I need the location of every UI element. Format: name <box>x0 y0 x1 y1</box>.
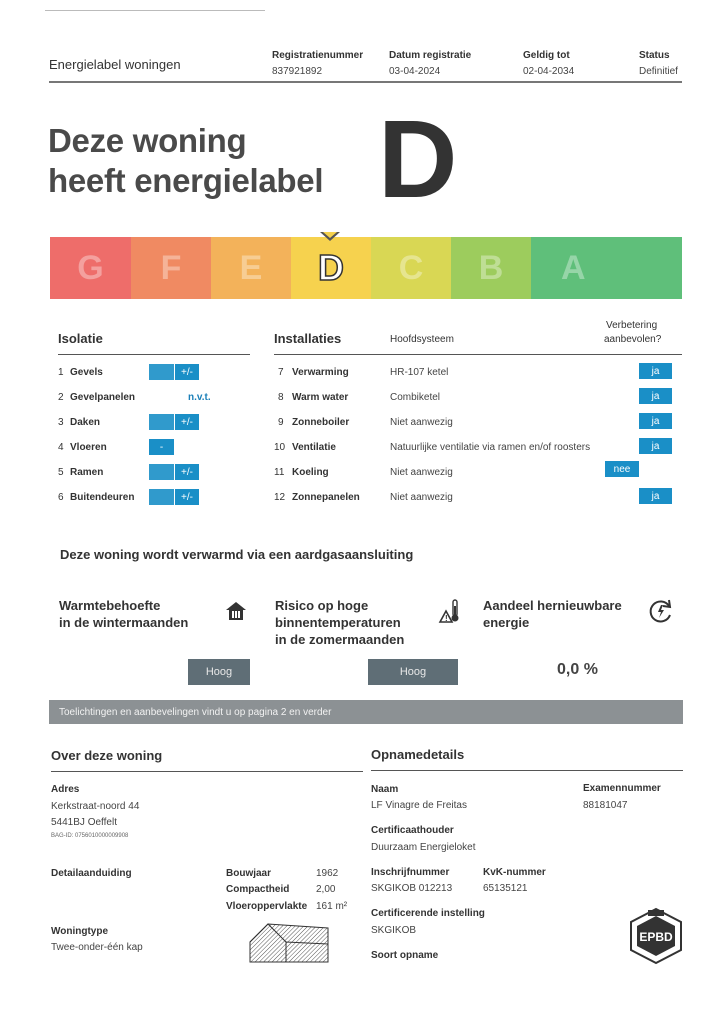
row-name: Vloeren <box>70 442 107 453</box>
installation-row <box>274 438 684 454</box>
overheat-value: Hoog <box>368 659 458 685</box>
renewable-icon <box>647 597 675 625</box>
advice-chip: ja <box>639 488 672 504</box>
rating-scale <box>149 414 174 430</box>
isolation-row <box>58 389 258 405</box>
registration-number-value: SKGIKOB 012213 <box>371 883 453 894</box>
survey-divider <box>371 770 683 771</box>
exam-number-value: 88181047 <box>583 800 628 811</box>
installations-divider <box>274 354 682 355</box>
isolation-divider <box>58 354 250 355</box>
thermometer-icon <box>438 598 462 624</box>
isolation-row <box>58 364 258 380</box>
kvk-number-value: 65135121 <box>483 883 528 894</box>
row-name: Zonneboiler <box>292 417 350 428</box>
row-number: 1 <box>58 367 64 378</box>
scale-class-c: C <box>371 237 451 299</box>
scale-class-g: G <box>50 237 131 299</box>
row-name: Gevels <box>70 367 103 378</box>
address-line2: 5441BJ Oeffelt <box>51 817 117 828</box>
hero-title-line2: heeft energielabel <box>48 162 324 199</box>
registration-value: 837921892 <box>272 66 323 77</box>
advice-chip: ja <box>639 388 672 404</box>
scale-class-d: D <box>291 237 371 299</box>
hero-title-line1: Deze woning <box>48 122 247 159</box>
assessor-name-value: LF Vinagre de Freitas <box>371 800 467 811</box>
row-system: HR-107 ketel <box>390 367 449 378</box>
scale-class-a: A <box>531 237 682 299</box>
address-label: Adres <box>51 784 80 795</box>
renewable-title-line1: Aandeel hernieuwbare <box>483 598 622 613</box>
installation-rows <box>274 363 684 513</box>
overheat-title-line1: Risico op hoge <box>275 598 369 613</box>
valid-until-value: 02-04-2034 <box>523 66 575 77</box>
valid-until-label: Geldig tot <box>523 50 570 61</box>
renewable-title-line2: energie <box>483 615 530 630</box>
installation-row <box>274 413 684 429</box>
isolation-row <box>58 464 258 480</box>
installation-row <box>274 363 684 379</box>
build-year-value: 1962 <box>316 868 339 879</box>
detail-label: Detailaanduiding <box>51 868 132 879</box>
rating-scale <box>149 464 174 480</box>
top-scan-line <box>45 10 265 11</box>
row-number: 3 <box>58 417 64 428</box>
epbd-seal-icon <box>626 906 686 966</box>
isolation-rows <box>58 364 258 514</box>
rating-chip: - <box>149 439 174 455</box>
registration-label: Registratienummer <box>272 50 364 61</box>
row-number: 5 <box>58 467 64 478</box>
row-name: Warm water <box>292 392 349 403</box>
overheat-title-line2: binnentemperaturen <box>275 615 401 630</box>
header-divider <box>49 81 682 83</box>
active-class-pointer-inner <box>323 232 337 238</box>
row-number: 2 <box>58 392 64 403</box>
row-number: 11 <box>274 467 285 478</box>
row-name: Verwarming <box>292 367 349 378</box>
certificate-holder-label: Certificaathouder <box>371 825 454 836</box>
overheat-title-line3: in de zomermaanden <box>275 632 405 647</box>
isolation-row <box>58 414 258 430</box>
advice-column-header-line1: Verbetering <box>606 320 658 331</box>
energy-scale-bar <box>50 237 682 299</box>
semi-detached-house-icon <box>248 922 330 964</box>
advice-chip: ja <box>639 363 672 379</box>
row-name: Daken <box>70 417 101 428</box>
info-banner-text: Toelichtingen en aanbevelingen vindt u op pagina 2 en verder <box>59 706 332 718</box>
compactness-value: 2,00 <box>316 884 336 895</box>
house-type-label: Woningtype <box>51 926 109 937</box>
date-label: Datum registratie <box>389 50 472 61</box>
exam-number-label: Examennummer <box>583 783 661 794</box>
advice-column-header-line2: aanbevolen? <box>604 334 662 345</box>
about-title: Over deze woning <box>51 748 163 763</box>
rating-chip: +/- <box>175 464 199 480</box>
floor-area-value: 161 m² <box>316 901 348 912</box>
row-name: Koeling <box>292 467 329 478</box>
info-banner <box>49 700 683 724</box>
row-number: 7 <box>278 367 284 378</box>
isolation-row <box>58 489 258 505</box>
date-value: 03-04-2024 <box>389 66 441 77</box>
installation-row <box>274 463 684 479</box>
row-system: Niet aanwezig <box>390 492 453 503</box>
assessor-name-label: Naam <box>371 784 399 795</box>
kvk-number-label: KvK-nummer <box>483 867 546 878</box>
renewable-value: 0,0 % <box>557 661 598 678</box>
heat-demand-title-line1: Warmtebehoefte <box>59 598 161 613</box>
registration-number-label: Inschrijfnummer <box>371 867 450 878</box>
row-number: 8 <box>278 392 284 403</box>
rating-scale <box>149 364 174 380</box>
row-number: 9 <box>278 417 284 428</box>
row-system: Natuurlijke ventilatie via ramen en/of roosters <box>390 442 591 453</box>
certifying-institution-label: Certificerende instelling <box>371 908 485 919</box>
status-label: Status <box>639 50 670 61</box>
scale-class-e: E <box>211 237 291 299</box>
energy-label-letter: D <box>378 98 456 221</box>
installation-row <box>274 388 684 404</box>
rating-text: n.v.t. <box>188 392 211 403</box>
advice-chip: ja <box>639 413 672 429</box>
floor-area-label: Vloeroppervlakte <box>226 901 308 912</box>
row-system: Niet aanwezig <box>390 467 453 478</box>
row-number: 12 <box>274 492 286 503</box>
row-number: 10 <box>274 442 286 453</box>
row-system: Combiketel <box>390 392 441 403</box>
row-system: Niet aanwezig <box>390 417 453 428</box>
certifying-institution-value: SKGIKOB <box>371 925 417 936</box>
compactness-label: Compactheid <box>226 884 290 895</box>
scale-class-b: B <box>451 237 531 299</box>
address-line1: Kerkstraat-noord 44 <box>51 801 140 812</box>
system-column-header: Hoofdsysteem <box>390 334 454 345</box>
survey-title: Opnamedetails <box>371 747 465 762</box>
bag-id: BAG-ID: 0756010000009908 <box>51 833 129 839</box>
status-value: Definitief <box>639 66 678 77</box>
house-heat-icon <box>224 599 248 623</box>
advice-chip: ja <box>639 438 672 454</box>
about-divider <box>51 771 363 772</box>
heat-demand-title-line2: in de wintermaanden <box>59 615 189 630</box>
survey-type-label: Soort opname <box>371 950 439 961</box>
epbd-seal-text: EPBD <box>639 930 673 944</box>
rating-chip: +/- <box>175 489 199 505</box>
rating-chip: +/- <box>175 414 199 430</box>
isolation-row <box>58 439 258 455</box>
house-type-value: Twee-onder-één kap <box>51 942 143 953</box>
row-name: Ventilatie <box>292 442 336 453</box>
isolation-title: Isolatie <box>58 331 103 346</box>
row-name: Zonnepanelen <box>292 492 360 503</box>
installation-row <box>274 488 684 504</box>
heating-note: Deze woning wordt verwarmd via een aardgasaansluiting <box>60 547 414 562</box>
build-year-label: Bouwjaar <box>226 868 272 879</box>
svg-text:!: ! <box>445 614 448 623</box>
rating-chip: +/- <box>175 364 199 380</box>
document-title: Energielabel woningen <box>49 57 181 72</box>
scale-class-f: F <box>131 237 211 299</box>
rating-scale <box>149 489 174 505</box>
heat-demand-value: Hoog <box>188 659 250 685</box>
row-name: Buitendeuren <box>70 492 135 503</box>
row-name: Gevelpanelen <box>70 392 136 403</box>
row-name: Ramen <box>70 467 104 478</box>
installations-title: Installaties <box>274 331 342 346</box>
row-number: 6 <box>58 492 64 503</box>
advice-chip: nee <box>605 461 639 477</box>
row-number: 4 <box>58 442 64 453</box>
certificate-holder-value: Duurzaam Energieloket <box>371 842 476 853</box>
